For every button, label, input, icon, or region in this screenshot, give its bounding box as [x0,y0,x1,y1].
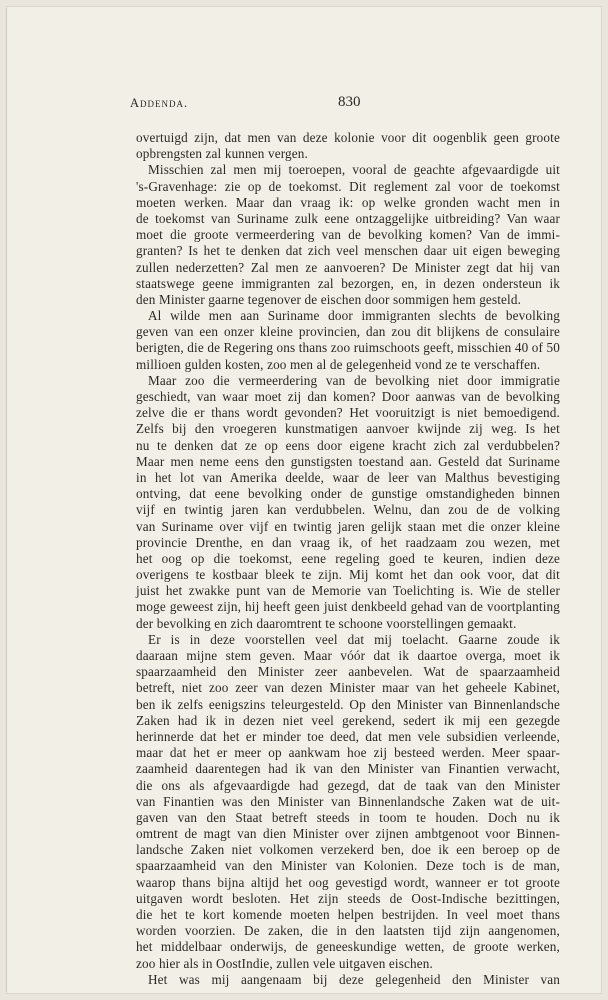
text-line: spaarzaamheid den Minister zeer aanbevelen. Wat de spaarzaamheid [136,664,560,680]
text-line: die ons als afgevaardigde had gezegd, dat de taak van den Minister [136,777,560,793]
text-line: moge geweest zijn, hij heeft geen juist denkbeeld gehad van de voortplanting [136,599,560,615]
text-line: geven van een onzer kleine provincien, dan zou dit blijkens de consulaire [136,324,560,340]
page-edge-rule [6,8,7,992]
text-line: Maar zoo die vermeerdering van de bevolking niet door immigratie [148,372,560,388]
text-line: van Suriname over vijf en twintig jaren gelijk staan met die onzer kleine [136,518,560,534]
text-line: ontving, dat eene bevolking onder de gunstige omstandigheden binnen [136,486,560,502]
body-text [136,130,560,988]
text-line: in het lot van Amerika deelde, waar de leer van Malthus bevestiging [136,469,560,485]
text-line: opbrengsten zal kunnen vergen. [136,146,308,162]
text-line: vijf en twintig jaren kan verdubbelen. Welnu, dan zou de de volking [136,502,560,518]
text-line: zelve die er thans wordt gevonden? Het vooruitzigt is niet bemoedigend. [136,405,560,421]
text-line: van Finantien was den Minister van Binnenlandsche Zaken wat de uit- [136,793,560,809]
text-line: millioen gulden kosten, zoo men al de gelegenheid vond ze te verschaffen. [136,356,541,372]
text-line: moet die groote vermeerdering van de bevolking komen? Van de immi- [136,227,560,243]
text-line: ben ik zelfs eenigszins teleurgesteld. Op den Minister van Binnenlandsche [136,696,560,712]
text-line: worden voorzien. De zaken, die in den laatsten tijd zijn aangenomen, [136,923,560,939]
text-line: Maar men neme eens den gunstigsten toestand aan. Gesteld dat Suriname [136,453,560,469]
text-line: Zaken had ik in dezen niet veel gerekend, sedert ik mij een gezegde [136,712,560,728]
text-line: berigten, die de Regering ons thans zoo ruimschoots geeft, misschien 40 of 50 [136,340,560,356]
text-line: der bevolking en zich daaromtrent te schoone voorstellingen gemaakt. [136,615,517,631]
text-line: waarop thans bijna altijd het oog gevestigd wordt, wanneer er tot groote [136,874,560,890]
text-line: Zelfs bij den vroegeren kunstmatigen aanvoer kwijnde zij weg. Is het [136,421,560,437]
text-line: geschiedt, van waar moet zij dan komen? Door aanwas van de bevolking [136,389,560,404]
text-line: provincie Drenthe, en dan vraag ik, of het raadzaam zou wezen, met [136,534,560,550]
text-line: het middelbaar onderwijs, de geneeskundige wetten, de groote werken, [136,939,560,955]
text-line: de toekomst van Suriname zulk eene ontzaggelijke uitbreiding? Van waar [136,210,560,226]
text-line: zullen nederzetten? Zal men ze aanvoeren? De Minister zegt dat hij van [136,259,560,275]
text-line: den Minister gaarne tegenover de eischen door sommigen hem gesteld. [136,291,522,307]
running-head: Addenda. [130,96,189,110]
text-line: zaamheid daarentegen had ik van den Minister van Finantien verwacht, [136,761,560,777]
text-line: zoo hier als in OostIndie, zullen vele uitgaven eischen. [136,955,433,971]
text-line: spaarzaamheid van den Minister van Kolonien. Deze toch is de man, [136,858,560,874]
text-line: Al wilde men aan Suriname door immigranten slechts de bevolking [148,308,560,324]
text-line: granten? Is het te denken dat zich veel menschen daar uit eigen beweging [136,243,560,259]
text-line: overtuigd zijn, dat men van deze kolonie voor dit oogenblik geen groote [136,130,560,145]
text-line: daaraan mijne stem geven. Maar vóór dat ik daartoe overga, moet ik [136,648,560,663]
text-line: betreft, niet zoo zeer van dezen Minister maar van het geheele Kabinet, [136,680,560,696]
page-number: 830 [338,94,361,110]
text-line: herinnerde dat het er minder toe deed, dat men vele subsidien verleende, [136,728,560,744]
text-line: juist het zwakke punt van de Memorie van Toelichting is. Wie de steller [136,583,560,599]
text-line: nu te denken dat ze op eens door eigene kracht zich zal verdubbelen? [136,437,560,453]
text-line: het oog op die toekomst, eene regeling goed te keuren, indien deze [136,550,560,566]
text-line: maar dat het er meer op aankwam hoe zij besteed werden. Meer spaar- [136,745,560,761]
text-line: moeten werken. Maar dan vraag ik: op welke gronden wacht men in [136,194,560,210]
text-line: Misschien zal men mij toeroepen, vooral de geachte afgevaardigde uit [148,162,560,178]
text-line: overigens te kostbaar bleek te zijn. Mij komt het dan ook voor, dat dit [136,567,560,583]
text-line: uitgaven wordt besloten. Het zijn steeds de Oost-Indische bezittingen, [136,890,560,906]
text-line: landsche Zaken niet volkomen verzekerd ben, doe ik een beroep op de [136,842,560,858]
text-line: gaven van den Staat betreft steeds in toom te houden. Doch nu ik [136,809,560,825]
text-line: Het was mij aangenaam bij deze gelegenheid den Minister van [148,971,560,987]
text-line: die het te kort komende moeten helpen bestrijden. In veel moet thans [136,907,560,922]
text-line: Er is in deze voorstellen veel dat mij toelacht. Gaarne zoude ik [148,631,560,647]
text-line: 's-Gravenhage: zie op de toekomst. Dit reglement zal voor de toekomst [136,178,560,194]
text-line: omtrent de magt van dien Minister over zijnen ambtgenoot voor Binnen- [136,826,560,842]
text-line: staatswege geene immigranten zal bezorgen, en, in dezen ondersteun ik [136,275,560,291]
page-header [130,96,564,116]
